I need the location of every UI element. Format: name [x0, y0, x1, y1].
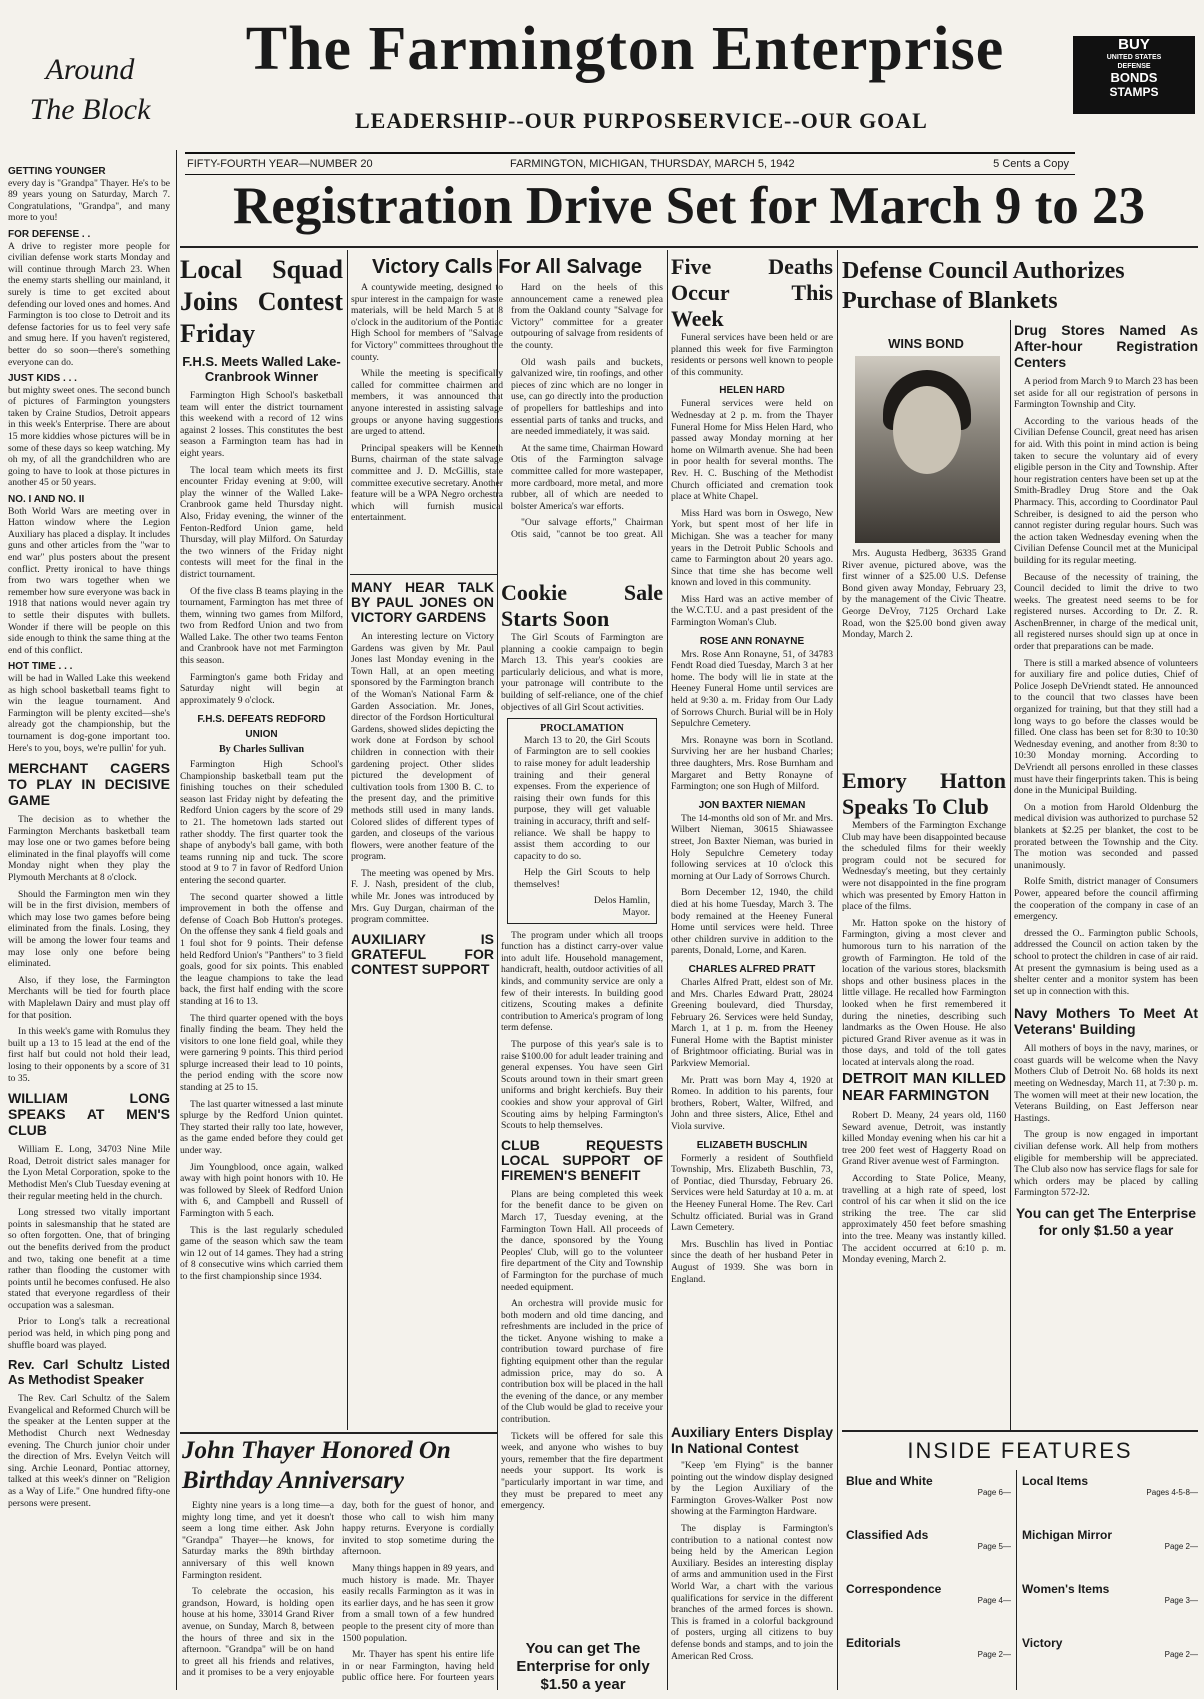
volume-number: FIFTY-FOURTH YEAR—NUMBER 20: [187, 158, 373, 170]
inside-features-title: INSIDE FEATURES: [907, 1438, 1133, 1463]
drug-headline: Drug Stores Named As After-hour Registration Centers: [1014, 322, 1198, 370]
feature-item: [846, 1474, 1011, 1528]
cookie-column: [501, 580, 663, 1690]
article-paragraph: On a motion from Harold Oldenburg the medical division was authorized to purchase 52 blankets at $2.25 per blanket, the cost to be prorated between the Township and the City. The motion was seconded and passed unanimously.: [1014, 801, 1198, 871]
article-paragraph: Miss Hard was an active member of the W.C.T.U. and a past president of the Farmington Woman's Club.: [671, 593, 833, 629]
article-paragraph: The display is Farmington's contribution to a national contest now being held by the American Legion Auxiliary. Besides an interesting display of arms and ammunition used in the First World War, a chart with the various qualifications for service in the different branches of the armed forces is shown. This is framed in a colorful background of posters, urging all citizens to buy defense bonds and stamps, and to join the American Red Cross.: [671, 1522, 833, 1662]
article-paragraph: The Rev. Carl Schultz of the Salem Evangelical and Reformed Church will be the speaker at the Lenten supper at the Methodist Church next Wednesday evening. The Church junior choir under the direction of Mrs. Evelyn Veitch will sing. Archie Leonard, Pontiac attorney, talked at this week's dinner on "Religion as a Way of Life." One hundred fifty-one persons were present.: [8, 1393, 170, 1509]
deaths-column: [671, 254, 833, 1420]
article-paragraph: The group is now engaged in important civilian defense work. All help from mothers eligible for membership will be appreciated. The Club also now has service flags for sale for which orders may be placed by calling Farmington 572-J2.: [1014, 1129, 1198, 1199]
feature-name: Victory: [1022, 1636, 1063, 1650]
subscription-ad: You can get The Enterprise for only $1.50 a year: [516, 1640, 650, 1693]
photo-face: [893, 386, 961, 474]
feature-page: Page 5—: [977, 1542, 1011, 1551]
column-rule: [347, 250, 348, 1430]
around-heading: JUST KIDS . . .: [8, 373, 77, 385]
article-paragraph: Principal speakers will be Kenneth Burns, chairman of the state salvage committee and J. D. McGillis, state committee executive secretary. Another feature will be a WPA Negro orchestra which will furnish musical entertainment.: [351, 442, 503, 524]
article-paragraph: An interesting lecture on Victory Gardens was given by Mr. Paul Jones last Monday evening in the Town Hall, at an open meeting sponsored by the Farmington branch of the Woman's National Farm & Garden Association. Mr. Jones, director of the Fordson Horticultural Gardens, showed slides depicting the work done at Fordson by school children in connection with their gardening project. Other slides pictured the development of cultivation tools from 1300 B. C. to the present day, and the primitive methods still used in many lands. Colored slides of different types of garden, and closeups of the various flowers, were another feature of the program.: [351, 631, 494, 863]
article-paragraph: Eighty nine years is a long time—a mighty long time, and yet it doesn't seem a long time either. Ask John "Grandpa" Thayer—he knows, for Saturday marks the 89th birthday anniversary of this well known Farmington resident.: [182, 1500, 334, 1581]
article-paragraph: Funeral services were held on Wednesday at 2 p. m. from the Thayer Funeral Home for Miss Helen Hard, who passed away Monday morning at her home on Wilmarth avenue. She had been in poor health for several months. The Rev. H. C. Busching of the Methodist Church officiated and cremation took place at White Chapel.: [671, 398, 833, 503]
deaths-headline: Five Deaths Occur This Week: [671, 254, 833, 331]
article-paragraph: Tickets will be offered for sale this week, and anyone who wishes to buy yours, remember that the fire department needs your support. Its work is "particularly important in war time, and they must be prepared to meet any emergency.: [501, 1430, 663, 1512]
article-paragraph: Formerly a resident of Southfield Township, Mrs. Elizabeth Buschlin, 73, of Pontiac, died Thursday, February 26. Services were held Saturday at 10 a. m. at the Heeney Funeral Home. The Rev. Carl Schultz officiated. Burial was in Grand Lawn Cemetery.: [671, 1152, 833, 1234]
obituary-name: ELIZABETH BUSCHLIN: [696, 1139, 808, 1151]
feature-page: Page 3—: [1164, 1596, 1198, 1605]
features-left-list: [846, 1474, 1011, 1690]
article-paragraph: dressed the O.. Farmington public Schools, addressed the Council on action taken by the school to protect the children in case of air raid. At present the gymnasium is being used as a shelter center and a monitor system has been set up in connection with this.: [1014, 927, 1198, 997]
article-paragraph: Long stressed two vitally important points in salesmanship that he stated are so often forgotten. One, that of bringing out the benefits derived from the product and two, taking one benefit at a time rather than flooding the customer with points until he becomes confused. He also stated that everyone regardless of their occupation was a salesman.: [8, 1207, 170, 1311]
killed-headline: DETROIT MAN KILLED NEAR FARMINGTON: [842, 1070, 1006, 1104]
article-paragraph: Because of the necessity of training, the Council decided to limit the drive to two weeks. The greatest need seems to be for registered nurses. According to Dr. Z. R. AschenBrenner, in charge of the medical unit, all registered nurses should sign up at once in order that preparations can be made.: [1014, 571, 1198, 653]
motto-right: SERVICE--OUR GOAL: [680, 108, 928, 133]
obituary-name: JON BAXTER NIEMAN: [698, 799, 806, 811]
section-rule: [842, 1430, 1198, 1432]
article-paragraph: The second quarter showed a little improvement in both the offense and defense of Coach Bob Hutton's proteges. On the offense they sank 4 field goals and 1 foul shot for 9 points. Their defense held Redford Union's "Panthers" to 3 field goals, good for six points. This enabled the league champions to take the lead back, the first half ending with the score standing at 16 to 13.: [180, 891, 343, 1007]
article-paragraph: Farmington High School's Championship basketball team put the finishing touches on their scheduled season last Friday night by defeating the Redford Union cagers by the score of 29 to 21. The hometown lads started out rather shoddy. The first quarter took the shape of anybody's ball game, with both teams running nip and tuck. The score stood at 9 to 7 in favor of Redford Union entering the second quarter.: [180, 759, 343, 886]
motto-left: LEADERSHIP--OUR PURPOSE: [355, 108, 693, 133]
feature-item: [846, 1582, 1011, 1636]
column-rule: [1010, 320, 1011, 1430]
around-line1: Around: [45, 53, 135, 86]
article-paragraph: A period from March 9 to March 23 has been set aside for all our registration of persons in Farmington Township and City.: [1014, 376, 1198, 411]
long-headline: WILLIAM LONG SPEAKS AT MEN'S CLUB: [8, 1090, 170, 1139]
navy-headline: Navy Mothers To Meet At Veterans' Building: [1014, 1005, 1198, 1038]
article-paragraph: All mothers of boys in the navy, marines, or coast guards will be welcome when the Navy Mothers Club of Detroit No. 68 holds its next meeting on Wednesday, March 11, at 7:30 p. m. The women will meet at their new location, the Veterans Building, on East Jefferson near Hastings.: [1014, 1043, 1198, 1124]
around-item: Both World Wars are meeting over in Hatton window where the Legion Auxiliary has placed a display. It includes guns and other articles from the "war to end war" plus posters about the present conflict. Pretty ironical to have things from two wars together when we remember how sure everyone was back in 1918 that nations would never again try to settle their disputes with bullets. Wonder if there will be people on this side enough to think the same thing at the end of this conflict.: [8, 505, 170, 656]
article-paragraph: Robert D. Meany, 24 years old, 1160 Seward avenue, Detroit, was instantly killed Monday evening when his car hit a tree 200 feet west of Haggerty Road on Grand River avenue west of Farmington.: [842, 1110, 1006, 1168]
article-paragraph: Prior to Long's talk a recreational period was held, in which ping pong and shuffle board was played.: [8, 1316, 170, 1351]
bonds-line1: BUY: [1118, 36, 1150, 53]
article-paragraph: In this week's game with Romulus they built up a 13 to 15 lead at the end of the first half but could not hold their lead, losing to their opponents by a score of 31 to 35.: [8, 1026, 170, 1084]
article-paragraph: Hard on the heels of this announcement came a renewed plea from the Oakland county "Salvage for Victory" committee for a greater outpouring of salvage from residents of the county.: [511, 282, 663, 351]
article-paragraph: Mrs. Buschlin has lived in Pontiac since the death of her husband Peter in August of 1939. She was born in England.: [671, 1238, 833, 1285]
article-paragraph: Mr. Pratt was born May 4, 1920 at Romeo. In addition to his parents, four brothers, Robert, Walter, Wilfred, and John and three sisters, Alice, Ethel and Viola survive.: [671, 1074, 833, 1133]
article-paragraph: The purpose of this year's sale is to raise $100.00 for adult leader training and general expenses. You have seen Girl Scouts around town in their smart green uniforms and bright kerchiefs. Buy their cookies and show your approval of Girl Scouting aims by helping Farmington's Scouts to help themselves.: [501, 1039, 663, 1132]
squad-column: [180, 254, 343, 1430]
feature-name: Local Items: [1022, 1474, 1089, 1488]
article-paragraph: Mr. Thayer has spent his entire life in or near Farmington, having held public office here. For fourteen years: [342, 1649, 494, 1684]
squad-subhead: F.H.S. Meets Walled Lake-Cranbrook Winner: [182, 354, 341, 384]
hatton-column: [842, 768, 1006, 1068]
article-paragraph: Charles Alfred Pratt, eldest son of Mr. and Mrs. Charles Edward Pratt, 28024 Greening boulevard, died Thursday, February 26. Services were held Sunday, March 1, at 1 p. m. from the Heeney Funeral Home with the Baptist minister of Brightmoor officiating. Burial was in Parkview Memorial.: [671, 976, 833, 1070]
features-right-list: [1022, 1474, 1198, 1690]
section-rule: [180, 1432, 497, 1434]
killed-column: [842, 1070, 1006, 1428]
feature-item: [1022, 1636, 1198, 1690]
around-the-block-title: [10, 50, 170, 130]
feature-item: [846, 1636, 1011, 1690]
article-paragraph: "Our salvage efforts," Chairman Otis said, "cannot be too great. All: [511, 517, 663, 540]
article-paragraph: While the meeting is specifically called for committee chairmen and members, it was announced that anyone interested in assisting salvage groups or anyone having suggestions are urged to attend.: [351, 368, 503, 438]
obituary-name: HELEN HARD: [719, 385, 785, 397]
proclamation-signature: Delos Hamlin,: [594, 895, 650, 907]
article-paragraph: Rolfe Smith, district manager of Consumers Power, appeared before the council affirming the cooperation of the company in case of an emergency.: [1014, 876, 1198, 923]
feature-name: Blue and White: [846, 1474, 933, 1488]
article-paragraph: The third quarter opened with the boys finally finding the beam. They held the visitors to one lone field goal, while they were garnering 9 points. This third period splurge increased their lead to 10 points, the period ending with the score now standing at 25 to 15.: [180, 1012, 343, 1094]
article-paragraph: According to State Police, Meany, travelling at a high rate of speed, lost control of his car when it slid on the ice striking the tree. The car slid approximately 450 feet before smashing into the tree. Meany was instantly killed. The accident occurred at 6:10 p. m. Monday evening, March 2.: [842, 1172, 1006, 1266]
drug-column: [1014, 322, 1198, 1428]
article-paragraph: "Keep 'em Flying" is the banner pointing out the window display designed by the Legion Auxiliary of the Farmington Groves-Walker Post now showing at the Farmington Hardware.: [671, 1460, 833, 1518]
bonds-line2: UNITED STATES: [1106, 54, 1162, 61]
obituary-name: ROSE ANN RONAYNE: [699, 635, 805, 647]
article-paragraph: To celebrate the occasion, his grandson, Howard, is holding open house at his home, 33014 Grand River avenue, on Sunday, March 8, between the hours of three and six in the afternoon. "Grandpa" will be on hand to greet all his friends and relatives, and it promises to be a very enjoyable day, both for the guest of honor, and those who call to wish him many happy returns. Everyone is cordially invited to stop sometime during the afternoon.: [182, 1500, 494, 1679]
feature-name: Michigan Mirror: [1022, 1528, 1113, 1542]
auxiliary-headline: AUXILIARY IS GRATEFUL FOR CONTEST SUPPORT: [351, 930, 494, 975]
feature-name: Women's Items: [1022, 1582, 1110, 1596]
article-paragraph: Should the Farmington men win they will be in the first division, members of which may lose two games before being eliminated from the finals. Losing, they will be among the lower four teams and may lose only one before being eliminated.: [8, 888, 170, 970]
column-rule: [176, 150, 177, 1690]
article-paragraph: Mr. Hatton spoke on the history of Farmington, giving a most clever and humorous turn to his narration of the growth of Farmington. He told of the location of the various stores, blacksmith shops and other business places in the little village. He recalled how Farmington looked when he first remembered it during the nineties, describing such landmarks as the Owen House. He also pictured Grand River avenue as it was in those days, and told of the toll gates located at intervals along the road.: [842, 917, 1006, 1068]
article-paragraph: Farmington's game both Friday and Saturday night will begin at approximately 9 o'clock.: [180, 671, 343, 706]
bonds-line3: DEFENSE: [1117, 63, 1151, 70]
around-column: [8, 162, 170, 1694]
article-paragraph: Plans are being completed this week for the benefit dance to be given on March 17, Tuesday evening, at the Farmington Town Hall. All proceeds of the dance, sponsored by the Young Peoples' Club, will go to the volunteer fire department of the City and Township of Farmington for the purchase of much needed equipment.: [501, 1188, 663, 1293]
buy-bonds-emblem: [1073, 36, 1195, 114]
display-headline: Auxiliary Enters Display In National Contest: [671, 1424, 833, 1456]
article-paragraph: Funeral services have been held or are planned this week for five Farmington residents or persons well known to people of this community.: [671, 332, 833, 378]
masthead-title: The Farmington Enterprise: [245, 15, 1005, 83]
dateline: [185, 152, 1075, 175]
feature-name: Classified Ads: [846, 1528, 929, 1542]
around-heading: FOR DEFENSE . .: [8, 228, 91, 240]
feature-page: Page 4—: [977, 1596, 1011, 1605]
around-line2: The Block: [29, 93, 151, 126]
feature-item: [1022, 1582, 1198, 1636]
article-paragraph: The last quarter witnessed a last minute splurge by the Redford Union quintet. They started their rally too late, however, as the game ended before they could get under way.: [180, 1098, 343, 1157]
thayer-headline: John Thayer Honored On Birthday Anniversary: [182, 1437, 451, 1494]
proclamation-heading: PROCLAMATION: [540, 723, 624, 735]
article-paragraph: Old wash pails and buckets, galvanized wire, tin roofings, and other pieces of zinc which are no longer in use, can go directly into the production of propellers for battleships and into essential parts of tanks and trucks, and are needed immediately, it was said.: [511, 356, 663, 438]
around-item: will be had in Walled Lake this weekend as high school basketball teams fight to win the league tournament. And Farmington will be plenty excited—she's already got the championship, but the tournament is dog-gone important too. Here's to you, boys, we're pullin' for yuh.: [8, 672, 170, 754]
feature-page: Page 2—: [1164, 1542, 1198, 1551]
article-paragraph: Farmington High School's basketball team will enter the district tournament this weekend with a record of 12 wins against 2 losses. This constitutes the best season a Farmington team has had in eight years.: [180, 390, 343, 459]
article-paragraph: According to the various heads of the Civilian Defense Council, great need has arisen for aid. With this point in mind action is being taken to secure the voluntary aid of every eligible person in the City and Township. After hour registration centers have been set up at the Smith-Bradley Drug Store and the Oak Pharmacy. This, according to Coordinator Paul Schreiber, is designed to aid the person who cannot register during regular hours. Such was the action taken Wednesday evening when the Civilian Defense Council met at the Municipal building for its regular meeting.: [1014, 415, 1198, 566]
jones-column: [351, 580, 494, 975]
article-paragraph: March 13 to 20, the Girl Scouts of Farmington are to sell cookies to raise money for adult leadership training and their general expenses. From the experience of raising their own funds for this purpose, they will get valuable training in accuracy, thrift and self-reliance. We shall be happy to assist them according to our capacity to do so.: [514, 734, 650, 862]
article-paragraph: Members of the Farmington Exchange Club may have been disappointed because the scheduled films for their weekly program could not be secured for Wednesday's meeting, but they certainly were not disappointed in the fine program which was presented by Emory Hatton in place of the films.: [842, 820, 1006, 913]
photo-caption: Mrs. Augusta Hedberg, 36335 Grand River avenue, pictured above, was the first winner of a $25.00 U.S. Defense Bond given away Monday, February 23, by the management of the Civic Theatre. George DeVroy, 7125 Orchard Lake Road, won the $25.00 bond given away Monday, March 2.: [842, 548, 1006, 641]
article-paragraph: A countywide meeting, designed to spur interest in the campaign for waste materials, will be held March 5 at 8 o'clock in the auditorium of the Pontiac High School for members of "Salvage for Victory" committees throughout the county.: [351, 282, 503, 363]
council-headline: Defense Council Authorizes Purchase of Blankets: [842, 258, 1125, 314]
victory-headline: Victory Calls For All Salvage: [371, 256, 643, 278]
article-paragraph: The local team which meets its first encounter Friday evening at 9:00, will play the winner of the Walled Lake-Cranbrook game held Thursday night. Also, Friday evening, the winner of the Fenton-Redford Union game, held Thursday, will play Milford. On Saturday the two winners of the Friday night contests will meet for the final in the district tournament.: [180, 464, 343, 580]
article-paragraph: There is still a marked absence of volunteers for auxiliary fire and police duties, Chief of Police Joseph DeVriendt stated. He announced to the council that two classes have been organized for training, but that they still had a long ways to go before the classes would be filled. One class has been set for 8:30 to 10:30 Wednesday evening, and another from 8:30 to 10:30 Monday morning. According to DeVriendt all persons enrolled in these classes must have their fingerprints taken. This is being done in the Municipal Building.: [1014, 657, 1198, 797]
wins-bond-label: WINS BOND: [888, 336, 964, 351]
around-heading: NO. I AND NO. II: [8, 494, 85, 506]
feature-item: [1022, 1474, 1198, 1528]
merchant-headline: MERCHANT CAGERS TO PLAY IN DECISIVE GAME: [8, 760, 170, 809]
jones-headline: MANY HEAR TALK BY PAUL JONES ON VICTORY GARDENS: [351, 580, 494, 625]
article-paragraph: Also, if they lose, the Farmington Merchants will be tied for fourth place with Maplelawn Dairy and must play off for that position.: [8, 974, 170, 1021]
column-rule: [837, 250, 838, 1690]
feature-item: [846, 1528, 1011, 1582]
proclamation-title: Mayor.: [622, 907, 650, 919]
article-paragraph: Mrs. Ronayne was born in Scotland. Surviving her are her husband Charles; three daughters, Mrs. Rose Burnham and Margaret and Betty Ronayne of Farmington; one son Hugh of Milford.: [671, 734, 833, 793]
cookie-headline: Cookie Sale Starts Soon: [501, 580, 663, 631]
feature-page: Page 6—: [977, 1488, 1011, 1497]
caption-column: [842, 548, 1006, 758]
article-paragraph: Of the five class B teams playing in the tournament, Farmington has met three of them, winning two games from Milford, two from Redford Union and two from Walled Lake. The other two teams Fenton and Cranbrook have not met Farmington this season.: [180, 585, 343, 667]
bonds-line5: STAMPS: [1109, 85, 1159, 99]
byline: By Charles Sullivan: [218, 744, 305, 756]
bonds-line4: BONDS: [1110, 70, 1158, 85]
obituary-name: CHARLES ALFRED PRATT: [688, 963, 816, 975]
feature-page: Page 2—: [977, 1650, 1011, 1659]
article-paragraph: This is the last regularly scheduled game of the season which saw the team win 12 out of 14 games. They had a string of 8 consecutive wins which carried them to the first championship since 1934.: [180, 1224, 343, 1282]
article-paragraph: At the same time, Chairman Howard Otis of the Farmington salvage committee called for more wastepaper, more cardboard, more metal, and more rubber, all of which are needed to bolster America's war efforts.: [511, 442, 663, 512]
display-column: [671, 1424, 833, 1690]
feature-name: Editorials: [846, 1636, 901, 1650]
article-paragraph: William E. Long, 34703 Nine Mile Road, Detroit district sales manager for the Lyon Metal Corporation, spoke to the Methodist Men's Club Tuesday evening at their regular meeting held in the church.: [8, 1144, 170, 1202]
price: 5 Cents a Copy: [993, 158, 1069, 170]
article-paragraph: The meeting was opened by Mrs. F. J. Nash, president of the club, while Mr. Jones was introduced by Mrs. Guy Durgan, chairman of the program committee.: [351, 867, 494, 926]
place-date: FARMINGTON, MICHIGAN, THURSDAY, MARCH 5, 1942: [510, 158, 795, 170]
feature-page: Pages 4-5-8—: [1146, 1488, 1198, 1497]
victory-article: [351, 282, 663, 552]
article-paragraph: Jim Youngblood, once again, walked away with high point honors with 10. He was followed by Sleek of Redford Union with 6, and Campbell and Russell of Farmington with 5 each.: [180, 1161, 343, 1219]
article-paragraph: Mrs. Rose Ann Ronayne, 51, of 34783 Fendt Road died Tuesday, March 3 at her home. The body will lie in state at the Heeney Funeral Home until services are held at 9:30 a. m. Friday from Our Lady of Sorrows Church. Burial will be in Holy Sepulchre Cemetery.: [671, 648, 833, 730]
squad-headline: Local Squad Joins Contest Friday: [180, 255, 343, 348]
column-rule: [667, 250, 668, 1690]
feature-page: Page 2—: [1164, 1650, 1198, 1659]
article-paragraph: Help the Girl Scouts to help themselves!: [514, 867, 650, 890]
article-paragraph: Miss Hard was born in Oswego, New York, but spent most of her life in Michigan. She was a teacher for many years in the Detroit Public Schools and came to Farmington about 20 years ago. Since that time she has become well known and loved in this community.: [671, 507, 833, 589]
around-item: A drive to register more people for civilian defense work starts Monday and will continue through March 23. When the enemy starts shelling our mainland, it surely is time to get excited about defending our loved ones and homes. And Farmington is too close to Detroit and its defense factories for us to feel very safe and smug here. If you haven't registered, better do so soon—there's something everyone can do.: [8, 240, 170, 368]
article-paragraph: Many things happen in 89 years, and much history is made. Mr. Thayer easily recalls Farmington as it was in its earlier days, and he has seen it grow from a small town of a few hundred people to the present city of more than 1500 population.: [342, 1562, 494, 1644]
article-paragraph: Born December 12, 1940, the child died at his home Tuesday, March 3. The body remained at the Heeney Funeral Home until services were held. Three other children survive in addition to the parents, Donald, Lorne, and Karen.: [671, 887, 833, 957]
banner-rule: [180, 246, 1198, 248]
hatton-headline: Emory Hatton Speaks To Club: [842, 768, 1006, 819]
feature-item: [1022, 1528, 1198, 1582]
article-paragraph: The program under which all troops function has a distinct carry-over value into adult life. Household management, handicraft, health, outdoor activities of all kinds, and community service are only a few of their interests. In building good citizens, Scouting makes a definite contribution to America's program of long term defense.: [501, 929, 663, 1034]
schultz-headline: Rev. Carl Schultz Listed As Methodist Speaker: [8, 1357, 170, 1388]
proclamation-box: [507, 718, 657, 924]
features-divider: [1016, 1470, 1017, 1690]
club-headline: CLUB REQUESTS LOCAL SUPPORT OF FIREMEN'S BENEFIT: [501, 1136, 663, 1183]
around-item: every day is "Grandpa" Thayer. He's to be 89 years young on Saturday, March 7. Congratulations, "Grandpa", and many more to you!: [8, 177, 170, 224]
feature-name: Correspondence: [846, 1582, 942, 1596]
subscription-ad: You can get The Enterprise for only $1.50 a year: [1015, 1205, 1197, 1238]
article-paragraph: The 14-months old son of Mr. and Mrs. Wilbert Nieman, 30615 Shiawassee street, Jon Baxter Nieman, was buried in Holy Sepulchre Cemetery today following services at 10 o'clock this morning at Our Lady of Sorrows Church.: [671, 812, 833, 882]
article-paragraph: The decision as to whether the Farmington Merchants basketball team may lose one or two games before being eliminated in the final playoffs will come Monday night when they play the Plymouth Merchants at 8 o'clock.: [8, 814, 170, 884]
banner-headline: Registration Drive Set for March 9 to 23: [232, 177, 1146, 235]
article-paragraph: An orchestra will provide music for both modern and old time dancing, and refreshments are included in the price of the ticket. Anyone wishing to make a contribution toward purchase of fire fighting equipment other than the regular admission price, may do so. A contribution box will be placed in the hall the evening of the dance, or any member of the Club would be glad to receive your contribution.: [501, 1298, 663, 1426]
around-heading: HOT TIME . . .: [8, 661, 73, 673]
around-heading: GETTING YOUNGER: [8, 166, 106, 177]
defeats-subhead: F.H.S. DEFEATS REDFORD UNION: [197, 714, 326, 741]
bond-winner-photo: [855, 356, 1000, 543]
section-rule: [350, 574, 497, 575]
around-item: but mighty sweet ones. The second bunch of pictures of Farmington youngsters taken by Craine Studios, Detroit appears in this week's Enterprise. There are about 15 more kiddies whose pictures will be in some of these days so keep watching. My oh my, of all the grandchildren who are going to have to look at those pictures in another 45 or 50 years.: [8, 384, 170, 489]
article-paragraph: The Girl Scouts of Farmington are planning a cookie campaign to begin March 13. This year's cookies are particularly delicious, and what is more, your patronage will contribute to the building of self-reliance, one of the chief objectives of all Girl Scout activities.: [501, 632, 663, 713]
thayer-article: [182, 1500, 494, 1690]
